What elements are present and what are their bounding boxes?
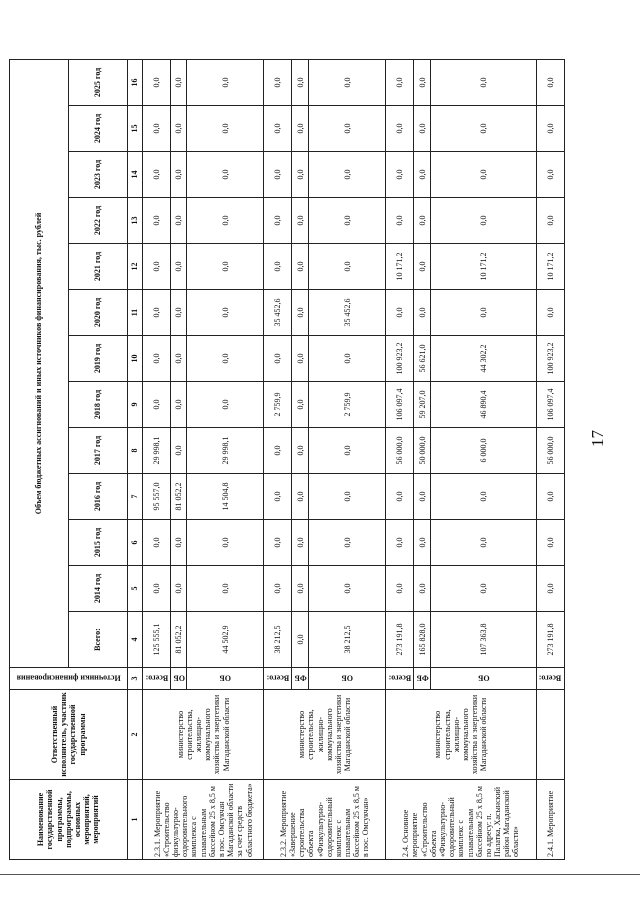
year-value-cell: 0,0 [292, 382, 309, 428]
total-cell: 125 555,1 [143, 612, 171, 668]
year-value-cell: 106 097,4 [536, 382, 564, 428]
year-value-cell: 0,0 [536, 474, 564, 520]
year-value-cell: 0,0 [187, 336, 264, 382]
year-value-cell: 0,0 [386, 566, 414, 612]
total-cell: 38 212,5 [309, 612, 386, 668]
year-value-cell: 44 302,2 [431, 336, 537, 382]
column-number: 12 [127, 244, 142, 290]
year-value-cell: 0,0 [264, 244, 292, 290]
year-value-cell: 0,0 [292, 428, 309, 474]
page-number: 17 [588, 430, 607, 447]
year-value-cell: 6 000,0 [431, 428, 537, 474]
header-year: 2015 год [68, 520, 127, 566]
year-value-cell: 100 923,2 [386, 336, 414, 382]
measure-name: 2.3.2. Мероприятие «Завершение строительства объекта «Физкультурно-оздоровительный комплекс с плавательным бассейном 25 х 8,5 м в пос. Омсукчан» [264, 780, 386, 860]
header-year: 2017 год [68, 428, 127, 474]
year-value-cell: 0,0 [171, 152, 187, 198]
year-value-cell: 0,0 [386, 198, 414, 244]
year-value-cell: 0,0 [431, 152, 537, 198]
funding-source-cell: Всего: [536, 668, 564, 690]
column-number: 4 [127, 612, 142, 668]
funding-source-cell: ОБ [171, 668, 187, 690]
measure-name: 2.4. Основное мероприятие «Строительство объекта «Физкультурно-оздоровительный комплекс с плавательным бассейном 25 х 8,5 м по адресу: п. Палатка, Хасынский район Магаданской области» [386, 780, 537, 860]
year-value-cell: 0,0 [143, 244, 171, 290]
year-value-cell: 0,0 [414, 520, 431, 566]
year-value-cell: 0,0 [292, 59, 309, 105]
year-value-cell: 0,0 [292, 290, 309, 336]
year-value-cell: 0,0 [414, 474, 431, 520]
year-value-cell: 0,0 [386, 520, 414, 566]
year-value-cell: 106 097,4 [386, 382, 414, 428]
table-row [386, 59, 414, 859]
year-value-cell: 0,0 [143, 382, 171, 428]
header-executor: Ответственный исполнитель, участник государственной программы [10, 690, 128, 780]
measure-name: 2.4.1. Мероприятие [536, 780, 564, 860]
year-value-cell: 0,0 [431, 474, 537, 520]
header-year: 2024 год [68, 106, 127, 152]
year-value-cell: 56 621,0 [414, 336, 431, 382]
year-value-cell: 0,0 [171, 520, 187, 566]
total-cell: 38 212,5 [264, 612, 292, 668]
total-cell: 81 052,2 [171, 612, 187, 668]
measure-executor: министерство строительства, жилищно-коммунального хозяйства и энергетики Магаданской области [143, 690, 264, 780]
year-value-cell: 0,0 [187, 566, 264, 612]
measure-executor: министерство строительства, жилищно-коммунального хозяйства и энергетики Магаданской области [386, 690, 537, 780]
year-value-cell: 0,0 [414, 290, 431, 336]
year-value-cell: 0,0 [143, 520, 171, 566]
year-value-cell: 46 890,4 [431, 382, 537, 428]
year-value-cell: 0,0 [292, 198, 309, 244]
header-row-top [10, 59, 69, 859]
header-year: 2018 год [68, 382, 127, 428]
header-funding-source: Источники финансирования [10, 668, 128, 690]
year-value-cell: 0,0 [171, 428, 187, 474]
table-row [536, 59, 564, 859]
total-cell: 107 363,8 [431, 612, 537, 668]
column-number: 10 [127, 336, 142, 382]
year-value-cell: 0,0 [143, 198, 171, 244]
funding-source-cell: Всего: [143, 668, 171, 690]
year-value-cell: 0,0 [431, 520, 537, 566]
year-value-cell: 0,0 [536, 106, 564, 152]
year-value-cell: 0,0 [536, 520, 564, 566]
column-number: 13 [127, 198, 142, 244]
year-value-cell: 0,0 [264, 566, 292, 612]
column-number: 7 [127, 474, 142, 520]
header-year: 2021 год [68, 244, 127, 290]
table-row [264, 59, 292, 859]
year-value-cell: 0,0 [292, 520, 309, 566]
column-number: 14 [127, 152, 142, 198]
funding-source-cell: ОБ [187, 668, 264, 690]
year-value-cell: 81 052,2 [171, 474, 187, 520]
year-value-cell: 0,0 [536, 566, 564, 612]
year-value-cell: 2 759,9 [309, 382, 386, 428]
year-value-cell: 95 557,0 [143, 474, 171, 520]
year-value-cell: 0,0 [431, 198, 537, 244]
year-value-cell: 0,0 [431, 566, 537, 612]
column-number: 1 [127, 780, 142, 860]
header-year: 2020 год [68, 290, 127, 336]
year-value-cell: 59 207,0 [414, 382, 431, 428]
year-value-cell: 10 171,2 [536, 244, 564, 290]
year-value-cell: 14 504,8 [187, 474, 264, 520]
year-value-cell: 0,0 [414, 566, 431, 612]
year-value-cell: 56 000,0 [386, 428, 414, 474]
page-edge-rule [0, 874, 640, 875]
year-value-cell: 0,0 [187, 59, 264, 105]
year-value-cell: 0,0 [309, 428, 386, 474]
column-number: 2 [127, 690, 142, 780]
year-value-cell: 0,0 [292, 474, 309, 520]
total-cell: 165 828,0 [414, 612, 431, 668]
year-value-cell: 0,0 [264, 336, 292, 382]
year-value-cell: 0,0 [292, 336, 309, 382]
year-value-cell: 0,0 [431, 106, 537, 152]
year-value-cell: 0,0 [143, 106, 171, 152]
year-value-cell: 0,0 [386, 290, 414, 336]
year-value-cell: 0,0 [414, 106, 431, 152]
header-year: 2014 год [68, 566, 127, 612]
header-name: Наименование государственной программы, подпрограммы, основных мероприятий, мероприятий [10, 780, 128, 860]
year-value-cell: 0,0 [143, 336, 171, 382]
year-value-cell: 0,0 [187, 520, 264, 566]
financing-table [9, 59, 565, 860]
year-value-cell: 0,0 [264, 520, 292, 566]
year-value-cell: 35 452,6 [264, 290, 292, 336]
year-value-cell: 29 998,1 [143, 428, 171, 474]
year-value-cell: 0,0 [386, 59, 414, 105]
year-value-cell: 0,0 [264, 198, 292, 244]
total-cell: 273 191,8 [536, 612, 564, 668]
year-value-cell: 0,0 [143, 152, 171, 198]
year-value-cell: 0,0 [431, 59, 537, 105]
header-total: Всего: [68, 612, 127, 668]
year-value-cell: 0,0 [143, 290, 171, 336]
year-value-cell: 0,0 [292, 566, 309, 612]
funding-source-cell: Всего: [264, 668, 292, 690]
measure-executor: министерство строительства, жилищно-коммунального хозяйства и энергетики Магаданской области [264, 690, 386, 780]
year-value-cell: 0,0 [187, 382, 264, 428]
header-volume: Объем бюджетных ассигнований и иных источников финансирования, тыс. рублей [10, 59, 69, 667]
year-value-cell: 0,0 [171, 198, 187, 244]
year-value-cell: 0,0 [171, 336, 187, 382]
year-value-cell: 0,0 [309, 336, 386, 382]
year-value-cell: 0,0 [264, 59, 292, 105]
year-value-cell: 0,0 [414, 152, 431, 198]
header-year: 2023 год [68, 152, 127, 198]
year-value-cell: 0,0 [171, 244, 187, 290]
column-number: 11 [127, 290, 142, 336]
funding-source-cell: ФБ [292, 668, 309, 690]
year-value-cell: 0,0 [187, 244, 264, 290]
header-year: 2019 год [68, 336, 127, 382]
column-number-row [127, 59, 142, 859]
year-value-cell: 50 000,0 [414, 428, 431, 474]
year-value-cell: 0,0 [143, 59, 171, 105]
year-value-cell: 35 452,6 [309, 290, 386, 336]
measure-executor [536, 690, 564, 780]
year-value-cell: 0,0 [386, 474, 414, 520]
funding-source-cell: ОБ [431, 668, 537, 690]
measure-name: 2.3.1. Мероприятие «Строительство физкультурно-оздоровительного комплекса с плавательным бассейном 25 х 8,5 м в пос. Омсукчан Магаданской области за счет средств областного бюджета» [143, 780, 264, 860]
year-value-cell: 0,0 [536, 290, 564, 336]
year-value-cell: 0,0 [143, 566, 171, 612]
year-value-cell: 0,0 [414, 59, 431, 105]
year-value-cell: 0,0 [292, 106, 309, 152]
header-year: 2016 год [68, 474, 127, 520]
year-value-cell: 56 000,0 [536, 428, 564, 474]
year-value-cell: 0,0 [536, 59, 564, 105]
year-value-cell: 0,0 [386, 106, 414, 152]
funding-source-cell: ОБ [309, 668, 386, 690]
year-value-cell: 0,0 [292, 244, 309, 290]
funding-source-cell: ФБ [414, 668, 431, 690]
column-number: 6 [127, 520, 142, 566]
column-number: 9 [127, 382, 142, 428]
total-cell: 273 191,8 [386, 612, 414, 668]
year-value-cell: 0,0 [536, 198, 564, 244]
header-year: 2022 год [68, 198, 127, 244]
year-value-cell: 0,0 [171, 382, 187, 428]
year-value-cell: 0,0 [309, 566, 386, 612]
year-value-cell: 0,0 [171, 106, 187, 152]
year-value-cell: 0,0 [309, 152, 386, 198]
year-value-cell: 100 923,2 [536, 336, 564, 382]
year-value-cell: 0,0 [309, 59, 386, 105]
year-value-cell: 0,0 [536, 152, 564, 198]
column-number: 3 [127, 668, 142, 690]
year-value-cell: 0,0 [386, 152, 414, 198]
year-value-cell: 0,0 [292, 152, 309, 198]
table-row [143, 59, 171, 859]
year-value-cell: 0,0 [414, 198, 431, 244]
year-value-cell: 0,0 [309, 106, 386, 152]
year-value-cell: 0,0 [309, 520, 386, 566]
year-value-cell: 0,0 [309, 474, 386, 520]
year-value-cell: 0,0 [431, 290, 537, 336]
year-value-cell: 0,0 [264, 106, 292, 152]
total-cell: 44 502,9 [187, 612, 264, 668]
year-value-cell: 0,0 [171, 566, 187, 612]
column-number: 16 [127, 59, 142, 105]
year-value-cell: 0,0 [187, 290, 264, 336]
total-cell: 0,0 [292, 612, 309, 668]
year-value-cell: 0,0 [309, 244, 386, 290]
year-value-cell: 29 998,1 [187, 428, 264, 474]
year-value-cell: 10 171,2 [431, 244, 537, 290]
column-number: 15 [127, 106, 142, 152]
year-value-cell: 0,0 [264, 152, 292, 198]
year-value-cell: 0,0 [187, 152, 264, 198]
year-value-cell: 0,0 [264, 428, 292, 474]
year-value-cell: 0,0 [171, 59, 187, 105]
funding-source-cell: Всего: [386, 668, 414, 690]
header-year: 2025 год [68, 59, 127, 105]
column-number: 8 [127, 428, 142, 474]
year-value-cell: 0,0 [171, 290, 187, 336]
year-value-cell: 0,0 [264, 474, 292, 520]
column-number: 5 [127, 566, 142, 612]
year-value-cell: 0,0 [309, 198, 386, 244]
year-value-cell: 2 759,9 [264, 382, 292, 428]
year-value-cell: 10 171,2 [386, 244, 414, 290]
year-value-cell: 0,0 [414, 244, 431, 290]
year-value-cell: 0,0 [187, 106, 264, 152]
year-value-cell: 0,0 [187, 198, 264, 244]
